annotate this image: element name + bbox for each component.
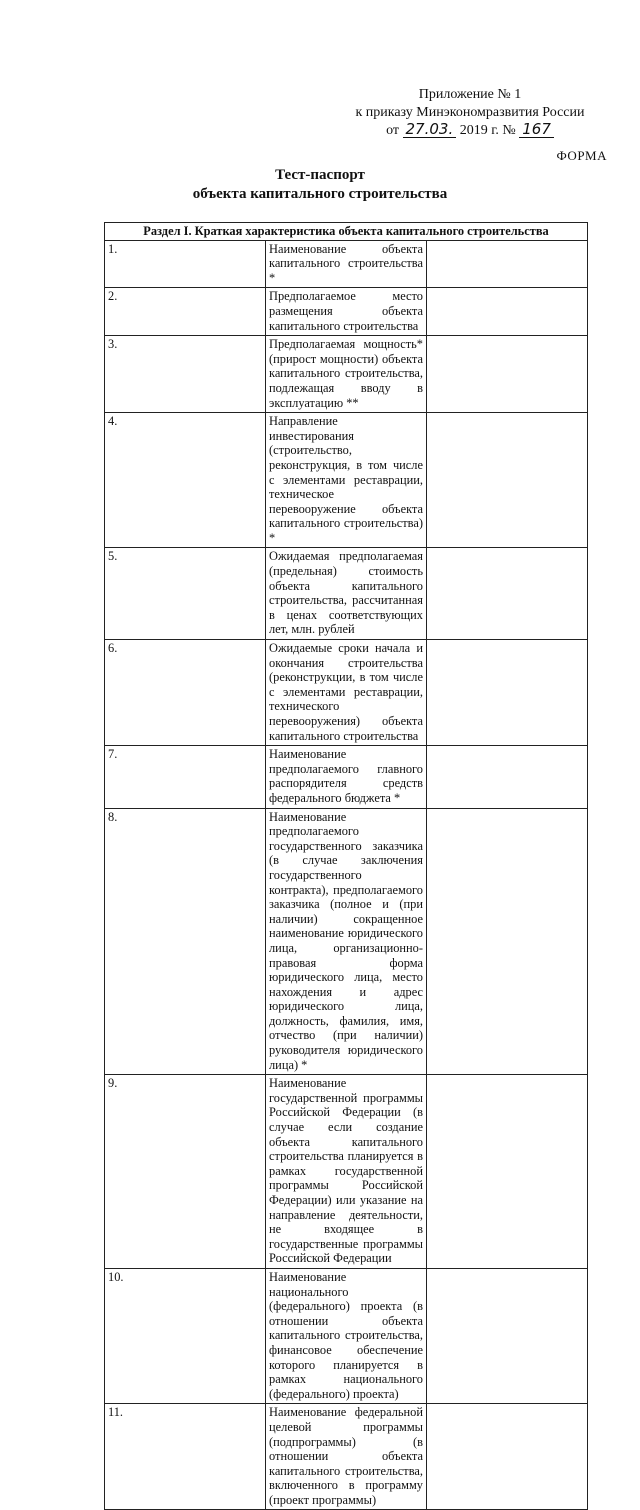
row-label: Наименование государственной программы Российской Федерации (в случае если создание объекта капитального строительства планируется в рамках государственной программы Российской Федерации) или указание на направление деятельности, не входящее в государственные программы Российской Федерации bbox=[266, 1075, 427, 1269]
row-value-cell[interactable] bbox=[427, 640, 588, 746]
table-row bbox=[105, 1268, 588, 1403]
table-row bbox=[105, 1075, 588, 1269]
table-row bbox=[105, 336, 588, 413]
row-number: 5. bbox=[105, 548, 266, 640]
order-number: 167 bbox=[519, 122, 554, 138]
date-year: 2019 г. № bbox=[459, 123, 516, 138]
title-line-2: объекта капитального строительства bbox=[192, 186, 448, 202]
date-prefix: от bbox=[386, 123, 400, 138]
appendix-title: Приложение № 1 bbox=[418, 87, 522, 102]
row-number: 7. bbox=[105, 746, 266, 808]
title-line-1: Тест-паспорт bbox=[275, 167, 365, 183]
document-title bbox=[0, 166, 640, 204]
date-value: 27.03. bbox=[403, 122, 457, 138]
row-value-cell[interactable] bbox=[427, 240, 588, 288]
passport-table bbox=[104, 222, 588, 1510]
row-label: Наименование объекта капитального строительства * bbox=[266, 240, 427, 288]
section-header-row bbox=[105, 223, 588, 241]
row-label: Наименование предполагаемого главного распорядителя средств федерального бюджета * bbox=[266, 746, 427, 808]
row-number: 6. bbox=[105, 640, 266, 746]
row-number: 3. bbox=[105, 336, 266, 413]
row-value-cell[interactable] bbox=[427, 413, 588, 548]
row-value-cell[interactable] bbox=[427, 1404, 588, 1510]
appendix-block bbox=[330, 86, 610, 140]
table-row bbox=[105, 413, 588, 548]
row-value-cell[interactable] bbox=[427, 746, 588, 808]
row-label: Ожидаемые сроки начала и окончания строительства (реконструкции, в том числе с элементами реставрации, технического перевооружения) объекта капитального строительства bbox=[266, 640, 427, 746]
table-row bbox=[105, 240, 588, 288]
section-title: Раздел I. Краткая характеристика объекта капитального строительства bbox=[105, 223, 588, 241]
row-value-cell[interactable] bbox=[427, 336, 588, 413]
row-value-cell[interactable] bbox=[427, 1268, 588, 1403]
row-label: Наименование федеральной целевой программы (подпрограммы) (в отношении объекта капитального строительства, включенного в программу (проект программы) bbox=[266, 1404, 427, 1510]
row-label: Наименование национального (федерального) проекта (в отношении объекта капитального строительства, финансовое обеспечение которого планируется в рамках национального (федерального) проекта) bbox=[266, 1268, 427, 1403]
row-label: Направление инвестирования (строительство, реконструкция, в том числе с элементами реставрации, техническое перевооружение объекта капитального строительства) * bbox=[266, 413, 427, 548]
row-label: Ожидаемая предполагаемая (предельная) стоимость объекта капитального строительства, рассчитанная в ценах соответствующих лет, млн. рублей bbox=[266, 548, 427, 640]
table-row bbox=[105, 808, 588, 1075]
table-row bbox=[105, 288, 588, 336]
row-number: 2. bbox=[105, 288, 266, 336]
row-number: 9. bbox=[105, 1075, 266, 1269]
row-value-cell[interactable] bbox=[427, 1075, 588, 1269]
row-label: Предполагаемое место размещения объекта капитального строительства bbox=[266, 288, 427, 336]
appendix-date-line bbox=[330, 122, 610, 140]
appendix-order: к приказу Минэкономразвития России bbox=[355, 105, 585, 120]
row-number: 10. bbox=[105, 1268, 266, 1403]
table-row bbox=[105, 640, 588, 746]
table-row bbox=[105, 746, 588, 808]
row-number: 11. bbox=[105, 1404, 266, 1510]
table-row bbox=[105, 548, 588, 640]
row-number: 4. bbox=[105, 413, 266, 548]
row-value-cell[interactable] bbox=[427, 548, 588, 640]
row-value-cell[interactable] bbox=[427, 288, 588, 336]
row-label: Наименование предполагаемого государственного заказчика (в случае заключения государственного контракта), предполагаемого заказчика (полное и (при наличии) сокращенное наименование юридического лица, организационно-правовая форма юридического лица, место нахождения и адрес юридического лица, должность, фамилия, имя, отчество (при наличии) руководителя юридического лица) * bbox=[266, 808, 427, 1075]
row-number: 8. bbox=[105, 808, 266, 1075]
row-value-cell[interactable] bbox=[427, 808, 588, 1075]
table-row bbox=[105, 1404, 588, 1510]
row-number: 1. bbox=[105, 240, 266, 288]
row-label: Предполагаемая мощность* (прирост мощности) объекта капитального строительства, подлежащая вводу в эксплуатацию ** bbox=[266, 336, 427, 413]
form-label: ФОРМА bbox=[556, 148, 607, 163]
